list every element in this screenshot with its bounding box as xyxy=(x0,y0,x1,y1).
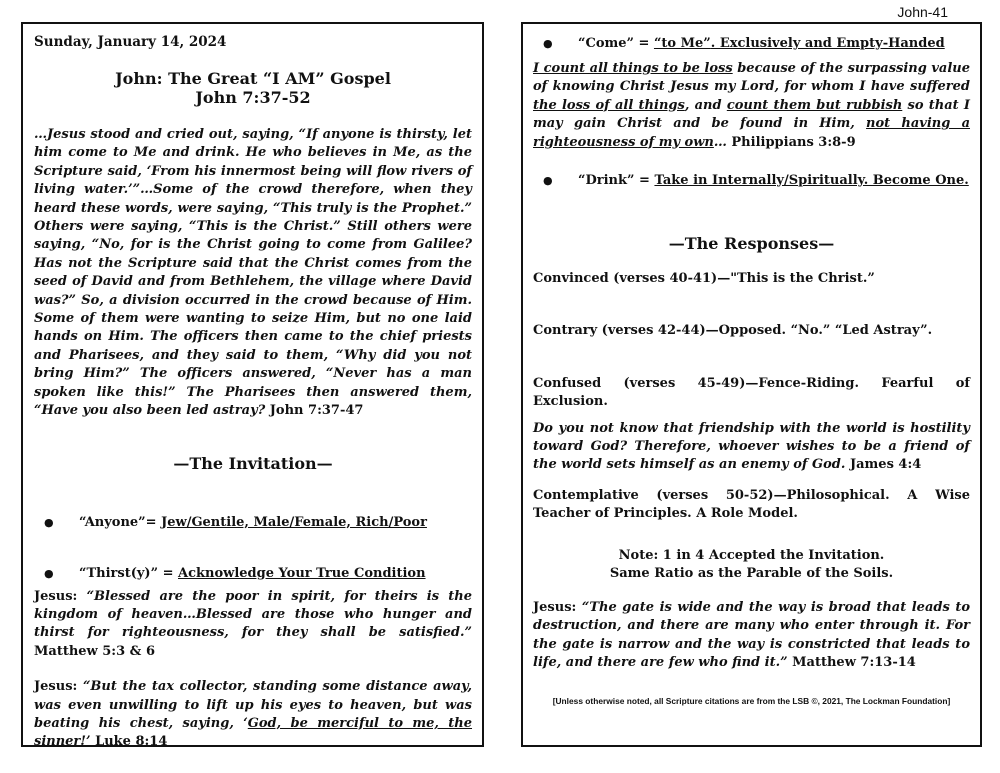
scripture-reference: John 7:37-52 xyxy=(195,88,311,107)
response-confused: Confused (verses 45-49)—Fence-Riding. Fearful of Exclusion. xyxy=(533,375,970,410)
bullet-icon: ● xyxy=(44,515,54,529)
quote-philippians: I count all things to be loss because of the surpassing value of knowing Christ Jesus my Lord, for whom I have suffered the loss of all things, and count them but rubbish so that I may gain Christ and be found in Him, not having a righteousness of my own… Philippians 3:8-9 xyxy=(533,61,970,150)
page-label: John-41 xyxy=(897,4,948,20)
responses-heading: —The Responses— xyxy=(668,234,835,254)
footer-note: [Unless otherwise noted, all Scripture citations are from the LSB ©, 2021, The Lockman Foundation] xyxy=(552,696,951,707)
response-contrary: Contrary (verses 42-44)—Opposed. “No.” “Led Astray”. xyxy=(533,323,933,339)
note-line-1: Note: 1 in 4 Accepted the Invitation. xyxy=(618,547,885,563)
response-convinced: Convinced (verses 40-41)—"This is the Christ.” xyxy=(533,271,875,287)
bullet-thirsty: ● “Thirst(y)” = Acknowledge Your True Condition xyxy=(34,566,472,581)
bullet-icon: ● xyxy=(543,174,553,188)
invitation-heading: —The Invitation— xyxy=(173,453,333,473)
bullet-icon: ● xyxy=(543,37,553,50)
date: Sunday, January 14, 2024 xyxy=(34,34,227,50)
quote-luke: Jesus: “But the tax collector, standing some distance away, was even unwilling to lift up his eyes to heaven, but was beating his chest, saying, ‘God, be merciful to me, the sinner!’ Luke 8:14 xyxy=(34,679,473,750)
quote-matthew-5: Jesus: “Blessed are the poor in spirit, for theirs is the kingdom of heaven…Blessed are those who hunger and thirst for righteousness, for they shall be satisfied.” Matthew 5:3 & 6 xyxy=(34,588,472,659)
quote-james: Do you not know that friendship with the world is hostility toward God? Therefore, whoever wishes to be a friend of the world sets himself as an enemy of God. James 4:4 xyxy=(533,420,970,473)
bullet-come: ● “Come” = “to Me”. Exclusively and Empty-Handed xyxy=(533,36,970,51)
left-panel xyxy=(21,22,484,750)
quote-matthew-7: Jesus: “The gate is wide and the way is broad that leads to destruction, and there are many who enter through it. For the gate is narrow and the way is constricted that leads to life, and there are few who find it.” Matthew 7:13-14 xyxy=(533,599,970,670)
note-line-2: Same Ratio as the Parable of the Soils. xyxy=(609,565,894,581)
page-title: John: The Great “I AM” Gospel xyxy=(115,69,391,88)
bullet-icon: ● xyxy=(44,566,54,580)
right-panel xyxy=(521,22,982,747)
bullet-drink: ● “Drink” = Take in Internally/Spiritually. Become One. xyxy=(533,173,970,188)
scripture-passage: …Jesus stood and cried out, saying, “If anyone is thirsty, let him come to Me and drink. He who believes in Me, as the Scripture said, ‘From his innermost being will flow rivers of living water.’”…Some of the crowd therefore, when they heard these words, were saying, “This truly is the Prophet.” Others were saying, “This is the Christ.” Still others were saying, “No, for is the Christ going to come from Galilee? Has not the Scripture said that the Christ comes from the seed of David and from Bethlehem, the village where David was?” So, a division occurred in the crowd because of Him. Some of them were wanting to seize Him, but no one laid hands on Him. The officers then came to the chief priests and Pharisees, and they said to them, “Why did you not bring Him?” The officers answered, “Never has a man spoken like this!” The Pharisees then answered them, “Have you also been led astray? John 7:37-47 xyxy=(34,127,472,419)
response-contemplative: Contemplative (verses 50-52)—Philosophical. A Wise Teacher of Principles. A Role Model. xyxy=(533,487,970,522)
bullet-anyone: ● “Anyone”= Jew/Gentile, Male/Female, Rich/Poor xyxy=(34,515,472,530)
